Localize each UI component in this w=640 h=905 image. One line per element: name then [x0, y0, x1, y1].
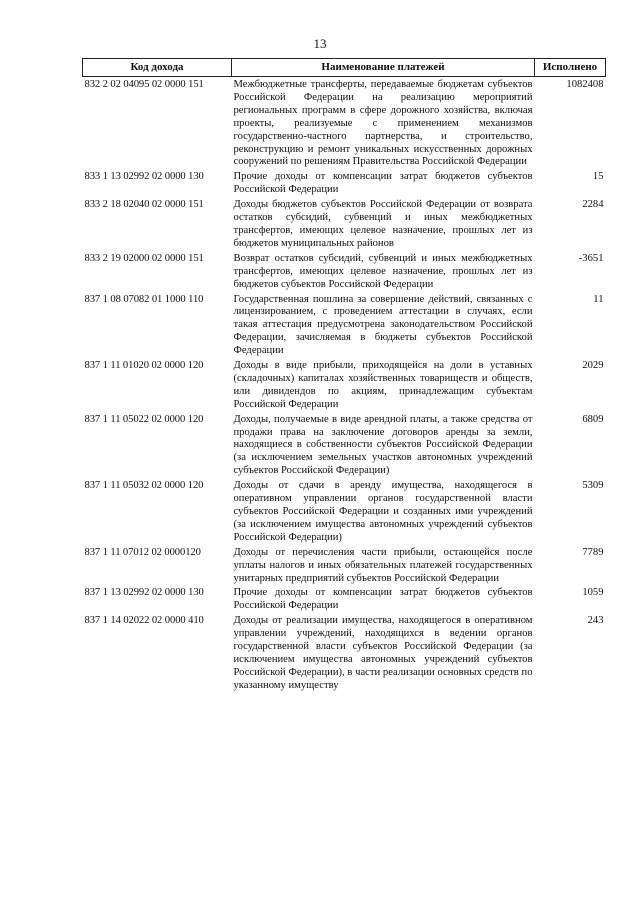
row-amount: 2029 — [582, 360, 604, 372]
row-code: 833 2 19 02000 02 0000 151 — [84, 252, 204, 264]
row-amount: 243 — [587, 615, 604, 627]
row-amount: 2284 — [582, 199, 604, 211]
row-name: Межбюджетные трансферты, передаваемые бюджетам субъектов Российской Федерации на реализацию мероприятий региональных программ в сфере дорожного хозяйства, включая проекты, реализуемые с применением механизмов государственно-частного партнерства, и строительство, реконструкцию и ремонт уникальных искусственных дорожных сооружений по решениям Правительства Российской Федерации — [233, 79, 533, 168]
row-code: 837 1 13 02992 02 0000 130 — [84, 587, 204, 599]
row-name: Доходы от реализации имущества, находящегося в оперативном управлении учреждений, находящихся в ведении органов государственной власти субъектов Российской Федерации (за исключением имущества автономных учреждений субъектов Российской Федерации), в части реализации основных средств по указанному имуществу — [233, 615, 533, 691]
table-row — [83, 587, 606, 615]
row-amount: -3651 — [578, 252, 604, 264]
table-row — [83, 77, 606, 172]
row-code: 837 1 08 07082 01 1000 110 — [84, 293, 204, 305]
row-code: 832 2 02 04095 02 0000 151 — [84, 79, 204, 90]
revenue-table — [82, 58, 606, 695]
row-code: 833 2 18 02040 02 0000 151 — [84, 199, 204, 211]
row-name: Доходы от сдачи в аренду имущества, находящегося в оперативном управлении органов государственной власти субъектов Российской Федерации и созданных ими учреждений (за исключением имущества автономных учреждений субъектов Российской Федерации) — [233, 480, 533, 543]
row-name: Государственная пошлина за совершение действий, связанных с лицензированием, с проведением аттестации в случаях, если такая аттестация предусмотрена законодательством Российской Федерации, зачисляемая в бюджеты субъектов Российской Федерации — [233, 293, 533, 357]
table-row — [83, 171, 606, 199]
table-row — [83, 360, 606, 414]
header-amount: Исполнено — [535, 59, 606, 77]
row-code: 837 1 11 05022 02 0000 120 — [84, 413, 204, 425]
header-name: Наименование платежей — [232, 59, 535, 77]
row-amount: 5309 — [582, 480, 604, 492]
row-code: 833 1 13 02992 02 0000 130 — [84, 171, 204, 183]
row-code: 837 1 11 01020 02 0000 120 — [84, 360, 204, 372]
table-header — [83, 59, 606, 77]
table-row — [83, 414, 606, 481]
row-name: Доходы, получаемые в виде арендной платы, а также средства от продажи права на заключение договоров аренды за земли, находящиеся в собственности субъектов Российской Федерации (за исключением земельных участков автономных учреждений субъектов Российской Федерации) — [233, 413, 533, 477]
row-amount: 7789 — [582, 546, 604, 558]
row-code: 837 1 11 05032 02 0000 120 — [84, 480, 204, 492]
table-row — [83, 253, 606, 294]
table-row — [83, 547, 606, 588]
row-name: Прочие доходы от компенсации затрат бюджетов субъектов Российской Федерации — [233, 171, 533, 196]
row-name: Возврат остатков субсидий, субвенций и иных межбюджетных трансфертов, имеющих целевое назначение, прошлых лет из бюджетов субъектов Российской Федерации — [233, 252, 533, 290]
header-code: Код дохода — [83, 59, 232, 77]
row-amount: 1059 — [582, 587, 604, 599]
row-name: Доходы в виде прибыли, приходящейся на доли в уставных (складочных) капиталах хозяйственных товариществ и обществ, или дивидендов по акциям, принадлежащим субъектам Российской Федерации — [233, 360, 533, 410]
row-amount: 15 — [592, 171, 604, 183]
row-name: Прочие доходы от компенсации затрат бюджетов субъектов Российской Федерации — [233, 587, 533, 612]
row-amount: 6809 — [582, 413, 604, 425]
table-row — [83, 615, 606, 694]
row-code: 837 1 11 07012 02 0000120 — [84, 546, 201, 558]
row-name: Доходы от перечисления части прибыли, остающейся после уплаты налогов и иных обязательных платежей государственных унитарных предприятий субъектов Российской Федерации — [233, 546, 533, 584]
table-row — [83, 294, 606, 361]
row-amount: 1082408 — [566, 79, 604, 90]
row-code: 837 1 14 02022 02 0000 410 — [84, 615, 204, 627]
table-row — [83, 480, 606, 547]
table-row — [83, 199, 606, 253]
row-name: Доходы бюджетов субъектов Российской Федерации от возврата остатков субсидий, субвенций и иных межбюджетных трансфертов, имеющих целевое назначение, прошлых лет из бюджетов муниципальных районов — [233, 199, 533, 249]
page-number: 13 — [313, 36, 327, 51]
row-amount: 11 — [593, 293, 604, 305]
